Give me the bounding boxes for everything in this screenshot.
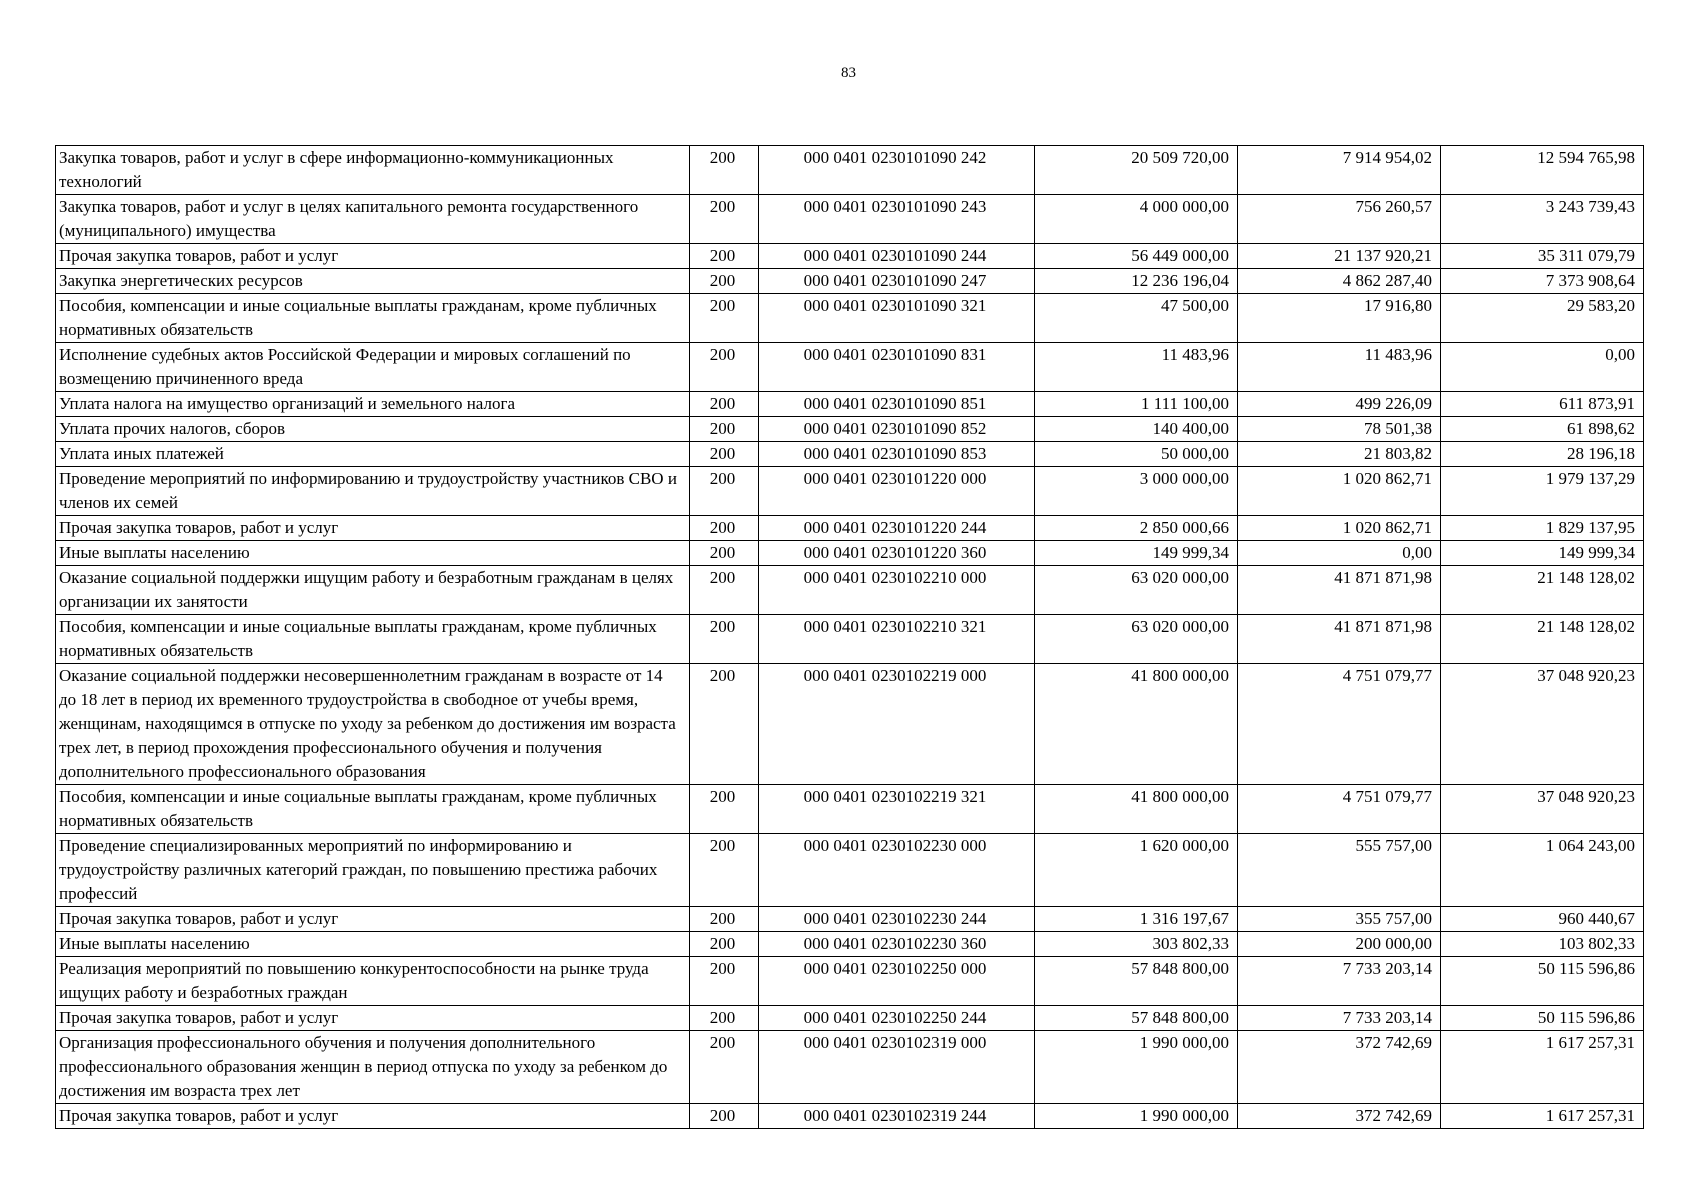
cell-remaining-amount: 611 873,91: [1441, 392, 1644, 417]
cell-executed-amount: 372 742,69: [1238, 1104, 1441, 1129]
cell-remaining-amount: 1 829 137,95: [1441, 516, 1644, 541]
cell-approved-amount: 50 000,00: [1035, 442, 1238, 467]
cell-approved-amount: 47 500,00: [1035, 294, 1238, 343]
cell-expenditure-name: Оказание социальной поддержки ищущим работу и безработным гражданам в целях организации их занятости: [56, 566, 690, 615]
cell-expenditure-name: Реализация мероприятий по повышению конкурентоспособности на рынке труда ищущих работу и безработных граждан: [56, 957, 690, 1006]
cell-executed-amount: 11 483,96: [1238, 343, 1441, 392]
table-row: [56, 467, 1644, 516]
cell-executed-amount: 21 803,82: [1238, 442, 1441, 467]
cell-classification-code: 000 0401 0230102250 000: [759, 957, 1035, 1006]
cell-line-code: 200: [690, 244, 759, 269]
cell-expenditure-name: Уплата прочих налогов, сборов: [56, 417, 690, 442]
table-row: [56, 566, 1644, 615]
cell-executed-amount: 4 862 287,40: [1238, 269, 1441, 294]
cell-remaining-amount: 37 048 920,23: [1441, 785, 1644, 834]
cell-line-code: 200: [690, 541, 759, 566]
cell-executed-amount: 78 501,38: [1238, 417, 1441, 442]
cell-executed-amount: 41 871 871,98: [1238, 566, 1441, 615]
cell-executed-amount: 499 226,09: [1238, 392, 1441, 417]
cell-line-code: 200: [690, 467, 759, 516]
table-row: [56, 417, 1644, 442]
cell-line-code: 200: [690, 269, 759, 294]
cell-remaining-amount: 61 898,62: [1441, 417, 1644, 442]
cell-expenditure-name: Прочая закупка товаров, работ и услуг: [56, 1006, 690, 1031]
cell-executed-amount: 4 751 079,77: [1238, 664, 1441, 785]
cell-approved-amount: 63 020 000,00: [1035, 566, 1238, 615]
cell-line-code: 200: [690, 785, 759, 834]
cell-classification-code: 000 0401 0230102230 360: [759, 932, 1035, 957]
cell-approved-amount: 1 990 000,00: [1035, 1104, 1238, 1129]
cell-classification-code: 000 0401 0230102210 000: [759, 566, 1035, 615]
cell-executed-amount: 7 733 203,14: [1238, 1006, 1441, 1031]
table-row: [56, 244, 1644, 269]
table-row: [56, 516, 1644, 541]
cell-remaining-amount: 1 617 257,31: [1441, 1104, 1644, 1129]
cell-remaining-amount: 7 373 908,64: [1441, 269, 1644, 294]
cell-remaining-amount: 12 594 765,98: [1441, 146, 1644, 195]
cell-approved-amount: 1 620 000,00: [1035, 834, 1238, 907]
cell-executed-amount: 1 020 862,71: [1238, 516, 1441, 541]
cell-executed-amount: 555 757,00: [1238, 834, 1441, 907]
table-row: [56, 664, 1644, 785]
cell-expenditure-name: Закупка товаров, работ и услуг в сфере информационно-коммуникационных технологий: [56, 146, 690, 195]
cell-classification-code: 000 0401 0230101090 247: [759, 269, 1035, 294]
table-row: [56, 195, 1644, 244]
cell-line-code: 200: [690, 566, 759, 615]
cell-executed-amount: 41 871 871,98: [1238, 615, 1441, 664]
cell-approved-amount: 140 400,00: [1035, 417, 1238, 442]
page-number: 83: [841, 65, 856, 81]
cell-classification-code: 000 0401 0230102219 321: [759, 785, 1035, 834]
table-body: [56, 146, 1644, 1129]
cell-approved-amount: 1 111 100,00: [1035, 392, 1238, 417]
cell-classification-code: 000 0401 0230102319 244: [759, 1104, 1035, 1129]
cell-approved-amount: 1 316 197,67: [1035, 907, 1238, 932]
cell-line-code: 200: [690, 343, 759, 392]
cell-classification-code: 000 0401 0230102219 000: [759, 664, 1035, 785]
budget-execution-table: [55, 145, 1644, 1129]
cell-approved-amount: 56 449 000,00: [1035, 244, 1238, 269]
cell-remaining-amount: 37 048 920,23: [1441, 664, 1644, 785]
cell-approved-amount: 12 236 196,04: [1035, 269, 1238, 294]
cell-classification-code: 000 0401 0230101090 852: [759, 417, 1035, 442]
cell-line-code: 200: [690, 516, 759, 541]
table-row: [56, 294, 1644, 343]
cell-classification-code: 000 0401 0230101090 242: [759, 146, 1035, 195]
cell-approved-amount: 57 848 800,00: [1035, 1006, 1238, 1031]
table-row: [56, 957, 1644, 1006]
cell-line-code: 200: [690, 615, 759, 664]
cell-expenditure-name: Пособия, компенсации и иные социальные выплаты гражданам, кроме публичных нормативных обязательств: [56, 785, 690, 834]
cell-approved-amount: 20 509 720,00: [1035, 146, 1238, 195]
cell-remaining-amount: 960 440,67: [1441, 907, 1644, 932]
table-row: [56, 269, 1644, 294]
cell-line-code: 200: [690, 417, 759, 442]
table-row: [56, 932, 1644, 957]
cell-executed-amount: 7 914 954,02: [1238, 146, 1441, 195]
cell-approved-amount: 1 990 000,00: [1035, 1031, 1238, 1104]
cell-line-code: 200: [690, 834, 759, 907]
cell-approved-amount: 149 999,34: [1035, 541, 1238, 566]
table-row: [56, 146, 1644, 195]
cell-approved-amount: 11 483,96: [1035, 343, 1238, 392]
cell-classification-code: 000 0401 0230101220 244: [759, 516, 1035, 541]
cell-remaining-amount: 35 311 079,79: [1441, 244, 1644, 269]
cell-classification-code: 000 0401 0230102319 000: [759, 1031, 1035, 1104]
cell-expenditure-name: Проведение специализированных мероприятий по информированию и трудоустройству различных категорий граждан, по повышению престижа рабочих профессий: [56, 834, 690, 907]
cell-approved-amount: 2 850 000,66: [1035, 516, 1238, 541]
cell-expenditure-name: Иные выплаты населению: [56, 541, 690, 566]
cell-approved-amount: 4 000 000,00: [1035, 195, 1238, 244]
cell-expenditure-name: Прочая закупка товаров, работ и услуг: [56, 244, 690, 269]
cell-line-code: 200: [690, 1006, 759, 1031]
cell-line-code: 200: [690, 392, 759, 417]
cell-expenditure-name: Организация профессионального обучения и получения дополнительного профессионального образования женщин в период отпуска по уходу за ребенком до достижения им возраста трех лет: [56, 1031, 690, 1104]
cell-remaining-amount: 3 243 739,43: [1441, 195, 1644, 244]
cell-classification-code: 000 0401 0230102250 244: [759, 1006, 1035, 1031]
cell-classification-code: 000 0401 0230101090 321: [759, 294, 1035, 343]
cell-executed-amount: 756 260,57: [1238, 195, 1441, 244]
cell-remaining-amount: 29 583,20: [1441, 294, 1644, 343]
table-row: [56, 343, 1644, 392]
cell-classification-code: 000 0401 0230101090 243: [759, 195, 1035, 244]
cell-remaining-amount: 50 115 596,86: [1441, 1006, 1644, 1031]
table-row: [56, 392, 1644, 417]
cell-classification-code: 000 0401 0230102230 244: [759, 907, 1035, 932]
cell-expenditure-name: Уплата налога на имущество организаций и земельного налога: [56, 392, 690, 417]
cell-line-code: 200: [690, 195, 759, 244]
cell-expenditure-name: Прочая закупка товаров, работ и услуг: [56, 907, 690, 932]
cell-approved-amount: 41 800 000,00: [1035, 664, 1238, 785]
cell-expenditure-name: Закупка товаров, работ и услуг в целях капитального ремонта государственного (муниципального) имущества: [56, 195, 690, 244]
table-row: [56, 1031, 1644, 1104]
cell-executed-amount: 17 916,80: [1238, 294, 1441, 343]
cell-expenditure-name: Пособия, компенсации и иные социальные выплаты гражданам, кроме публичных нормативных обязательств: [56, 294, 690, 343]
cell-remaining-amount: 28 196,18: [1441, 442, 1644, 467]
cell-classification-code: 000 0401 0230102230 000: [759, 834, 1035, 907]
cell-classification-code: 000 0401 0230101090 244: [759, 244, 1035, 269]
cell-remaining-amount: 1 979 137,29: [1441, 467, 1644, 516]
cell-line-code: 200: [690, 442, 759, 467]
cell-line-code: 200: [690, 932, 759, 957]
cell-line-code: 200: [690, 907, 759, 932]
cell-expenditure-name: Прочая закупка товаров, работ и услуг: [56, 516, 690, 541]
cell-executed-amount: 1 020 862,71: [1238, 467, 1441, 516]
cell-approved-amount: 57 848 800,00: [1035, 957, 1238, 1006]
table-row: [56, 834, 1644, 907]
table-row: [56, 615, 1644, 664]
cell-line-code: 200: [690, 1104, 759, 1129]
cell-approved-amount: 303 802,33: [1035, 932, 1238, 957]
cell-executed-amount: 7 733 203,14: [1238, 957, 1441, 1006]
cell-remaining-amount: 21 148 128,02: [1441, 566, 1644, 615]
cell-line-code: 200: [690, 664, 759, 785]
cell-expenditure-name: Уплата иных платежей: [56, 442, 690, 467]
cell-executed-amount: 4 751 079,77: [1238, 785, 1441, 834]
cell-approved-amount: 3 000 000,00: [1035, 467, 1238, 516]
table-row: [56, 1006, 1644, 1031]
cell-classification-code: 000 0401 0230101220 360: [759, 541, 1035, 566]
cell-remaining-amount: 0,00: [1441, 343, 1644, 392]
cell-remaining-amount: 149 999,34: [1441, 541, 1644, 566]
cell-expenditure-name: Иные выплаты населению: [56, 932, 690, 957]
cell-line-code: 200: [690, 1031, 759, 1104]
cell-classification-code: 000 0401 0230101220 000: [759, 467, 1035, 516]
table-row: [56, 785, 1644, 834]
cell-approved-amount: 63 020 000,00: [1035, 615, 1238, 664]
cell-classification-code: 000 0401 0230102210 321: [759, 615, 1035, 664]
cell-executed-amount: 21 137 920,21: [1238, 244, 1441, 269]
cell-executed-amount: 0,00: [1238, 541, 1441, 566]
table-row: [56, 541, 1644, 566]
table-row: [56, 1104, 1644, 1129]
cell-expenditure-name: Исполнение судебных актов Российской Федерации и мировых соглашений по возмещению причиненного вреда: [56, 343, 690, 392]
table-row: [56, 907, 1644, 932]
cell-expenditure-name: Закупка энергетических ресурсов: [56, 269, 690, 294]
cell-executed-amount: 200 000,00: [1238, 932, 1441, 957]
cell-remaining-amount: 21 148 128,02: [1441, 615, 1644, 664]
cell-executed-amount: 355 757,00: [1238, 907, 1441, 932]
cell-classification-code: 000 0401 0230101090 831: [759, 343, 1035, 392]
cell-line-code: 200: [690, 957, 759, 1006]
cell-remaining-amount: 103 802,33: [1441, 932, 1644, 957]
cell-remaining-amount: 50 115 596,86: [1441, 957, 1644, 1006]
table-row: [56, 442, 1644, 467]
cell-approved-amount: 41 800 000,00: [1035, 785, 1238, 834]
cell-classification-code: 000 0401 0230101090 853: [759, 442, 1035, 467]
cell-classification-code: 000 0401 0230101090 851: [759, 392, 1035, 417]
cell-line-code: 200: [690, 294, 759, 343]
cell-remaining-amount: 1 064 243,00: [1441, 834, 1644, 907]
cell-expenditure-name: Проведение мероприятий по информированию и трудоустройству участников СВО и членов их семей: [56, 467, 690, 516]
cell-line-code: 200: [690, 146, 759, 195]
cell-remaining-amount: 1 617 257,31: [1441, 1031, 1644, 1104]
cell-expenditure-name: Прочая закупка товаров, работ и услуг: [56, 1104, 690, 1129]
cell-executed-amount: 372 742,69: [1238, 1031, 1441, 1104]
cell-expenditure-name: Пособия, компенсации и иные социальные выплаты гражданам, кроме публичных нормативных обязательств: [56, 615, 690, 664]
cell-expenditure-name: Оказание социальной поддержки несовершеннолетним гражданам в возрасте от 14 до 18 лет в период их временного трудоустройства в свободное от учебы время, женщинам, находящимся в отпуске по уходу за ребенком до достижения им возраста трех лет, в период прохождения профессионального обучения и получения дополнительного профессионального образования: [56, 664, 690, 785]
